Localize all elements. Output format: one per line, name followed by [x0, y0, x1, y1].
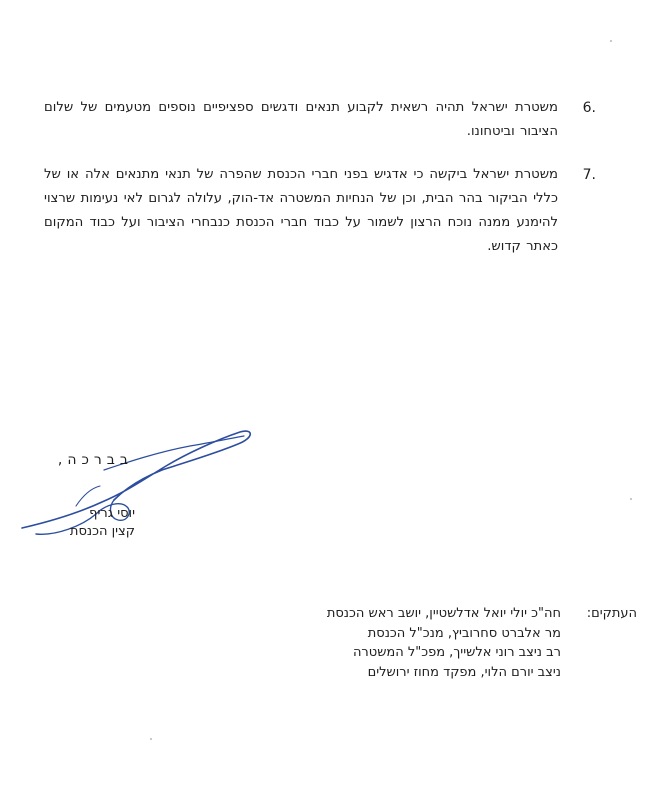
scan-speck — [630, 498, 632, 500]
copy-recipient: ניצב יורם הלוי, מפקד מחוז ירושלים — [367, 664, 561, 680]
copy-recipient: רב ניצב רוני אלשייך, מפכ"ל המשטרה — [352, 645, 561, 660]
clause-number: .7 — [582, 167, 596, 183]
copy-recipient: חה"כ יולי יואל אדלשטיין, יושב ראש הכנסת — [326, 606, 561, 621]
clause-6 — [44, 96, 596, 148]
signer-title: קצין הכנסת — [69, 524, 135, 539]
clause-text: משטרת ישראל ביקשה כי אדגיש בפני חברי הכנסת שהפרה של תנאי מתנאים אלה או של כללי הביקור בהר הבית, וכן של הנחיות המשטרה אד-הוק, עלולה לגרום לאי נעימות שרצוי להימנע ממנה נוכח הרצון לשמור על כבוד חברי הכנסת כנבחרי הציבור ועל כבוד המקום כאתר קדוש. — [44, 167, 558, 254]
clause-number: .6 — [582, 100, 596, 116]
signer-name: יוסי גריף — [89, 506, 135, 521]
copy-recipient: מר אלברט סחרוביץ, מנכ"ל הכנסת — [367, 625, 561, 641]
copies-list — [327, 604, 561, 682]
clause-text: משטרת ישראל תהיה רשאית לקבוע תנאים ודגשים ספציפיים נוספים מטעמים של שלום הציבור וביטחונו. — [44, 100, 558, 139]
handwritten-signature — [18, 422, 258, 542]
scan-speck — [610, 40, 612, 42]
blessing: בברכה, — [57, 452, 133, 468]
clause-7 — [44, 163, 596, 263]
scan-speck — [150, 738, 152, 740]
copies-label: העתקים: — [586, 606, 637, 621]
